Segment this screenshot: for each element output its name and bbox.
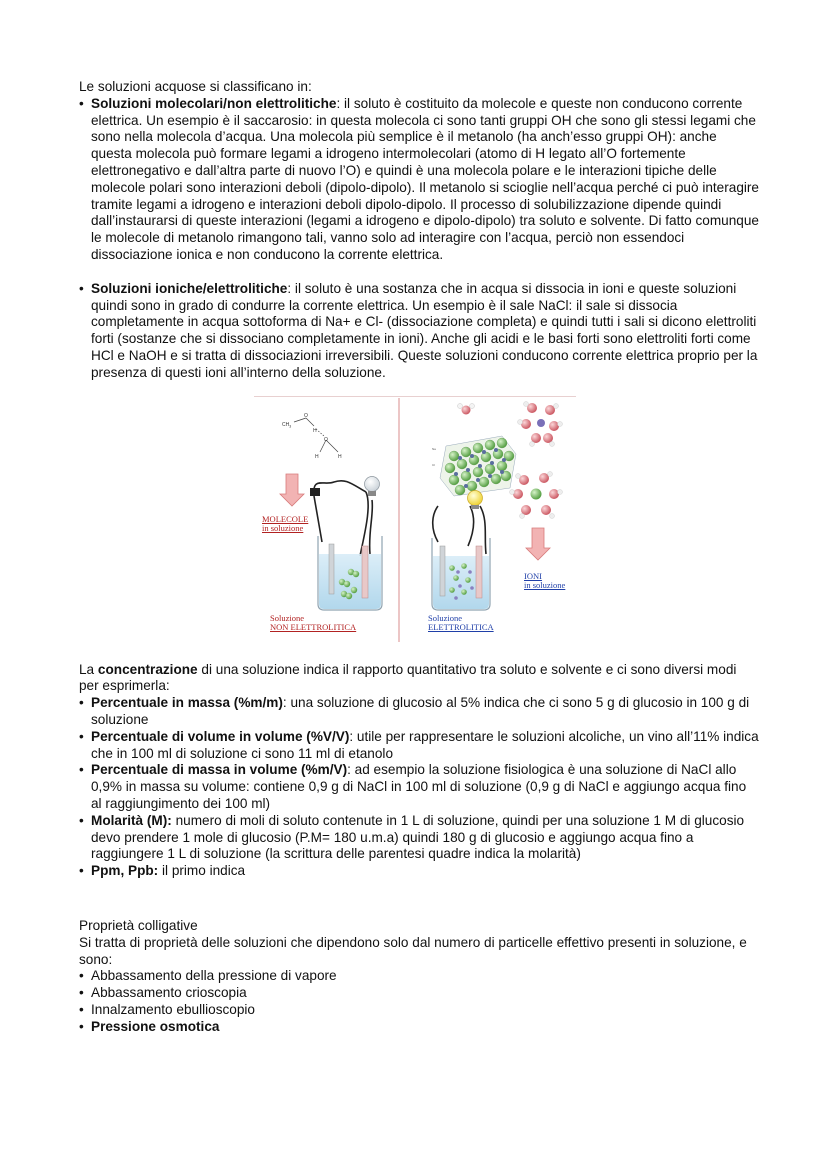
list-item: • Innalzamento ebullioscopio [79,1002,759,1019]
list-item: • Ppm, Ppb: il primo indica [79,863,759,880]
water-molecule [458,403,475,414]
item-text: : il soluto è costituito da molecole e queste non conducono corrente elettrica. Un esempio è il saccarosio: in questa molecola ci sono tanti gruppi OH che sono gli stessi legami che sono nella molecola d’acqua. Una molecola più semplice è il metanolo (ha anch’esso gruppi OH): anche questa molecola può formare legami a idrogeno intermolecolari (atomo di H legato all’O fortemente elettronegativo e dall’altra parte di nuovo l’O) e quindi è una molecola polare e le interazioni tipiche delle molecole polari sono interazioni deboli (dipolo-dipolo). Il metanolo si scioglie nell’acqua perché ci può interagire tramite legami a idrogeno e interazioni deboli dipolo-dipolo. Il processo di solubilizzazione dipende quindi dall’instaurarsi di queste interazioni (legami a idrogeno e dipolo-dipolo) tra soluto e solvente. Di fatto comunque le molecole di metanolo rimangono tali, vanno solo ad interagire con l’acqua, perciò non essendoci dissociazione ionica e non conducono la corrente elettrica. [91,95,759,262]
list-item [79,281,759,382]
svg-text:Na: Na [432,446,436,451]
svg-text:O: O [324,436,328,443]
list-item: • Abbassamento crioscopia [79,985,759,1002]
left-beaker [318,536,382,610]
left-caption: Soluzione NON ELETTROLITICA [270,612,357,633]
solution-classes-list [79,96,759,264]
right-arrow-label: IONI in soluzione [524,570,566,591]
left-circuit [314,480,373,555]
svg-text:H: H [315,453,319,460]
right-down-arrow [526,528,550,560]
intro-text: Le soluzioni acquose si classificano in: [79,79,312,94]
hydrated-ion-top [518,401,563,446]
svg-text:Cl: Cl [432,462,435,467]
methanol-water-sketch [294,418,338,452]
item-text: : il soluto è una sostanza che in acqua si dissocia in ioni e queste soluzioni quindi sono in grado di condurre la corrente elettrica. Un esempio è il sale NaCl: il sale si dissocia completamente in acqua sottoforma di Na+ e Cl- (dissociazione completa) e quindi tutti i sali si dicono elettroliti forti (sostanze che si dissociano completamente in ioni). Anche gli acidi e le basi forti sono elettroliti forti come HCl e NaOH e si tratta di dissociazioni irreversibili. Queste soluzioni conducono corrente elettrica proprio per la presenza di questi ioni all’interno della soluzione. [91,280,758,380]
right-bulb-base [471,505,479,509]
colligative-text: Si tratta di proprietà delle soluzioni che dipendono solo dal numero di particelle effettivo presenti in soluzione, e sono: [79,934,747,967]
hydrated-ion-bottom [510,471,563,518]
list-item: • Percentuale di volume in volume (%V/V): utile per rappresentare le soluzioni alcoliche, un vino all’11% indica che in 100 ml di soluzione ci sono 11 ml di etanolo [79,729,759,763]
svg-text:CH3: $CH_3$ [282,421,292,429]
list-item [79,96,759,264]
solutions-figure [254,396,576,644]
item-title: Soluzioni molecolari/non elettrolitiche [91,95,337,111]
left-bulb [365,476,380,491]
concentration-list [79,695,759,880]
document-page [79,79,759,1035]
left-arrow-label: MOLECOLE in soluzione [262,513,309,534]
svg-text:H: H [338,453,342,460]
methanol-atoms [282,413,342,460]
item-title: Soluzioni ioniche/elettrolitiche [91,280,288,296]
colligative-heading: Proprietà colligative [79,917,198,933]
list-item: • Molarità (M): numero di moli di soluto contenute in 1 L di soluzione, quindi per una soluzione 1 M di glucosio devo prendere 1 mole di glucosio (P.M= 180 u.m.a) quindi 180 g di glucosio e aggiungo acqua fino a raggiungere 1 L di soluzione (la scrittura delle parentesi quadre indica la molarità) [79,813,759,863]
concentration-intro: La concentrazione di una soluzione indica il rapporto quantitativo tra soluto e solvente e ci sono diversi modi per esprimerla: [79,661,737,694]
right-bulb [468,490,483,505]
list-item: • Percentuale in massa (%m/m): una soluzione di glucosio al 5% indica che ci sono 5 g di glucosio in 100 g di soluzione [79,695,759,729]
right-caption: Soluzione ELETTROLITICA [428,612,494,633]
left-bulb-base [368,491,376,496]
left-down-arrow [280,474,304,506]
colligative-list [79,968,759,1035]
svg-text:H: H [313,427,317,434]
list-item: • Abbassamento della pressione di vapore [79,968,759,985]
solution-classes-list-2 [79,281,759,382]
right-beaker [432,538,490,610]
nacl-crystal [432,436,516,496]
left-plug [310,488,320,496]
svg-text:O: O [304,412,308,419]
list-item: • Percentuale di massa in volume (%m/V): ad esempio la soluzione fisiologica è una soluzione di NaCl allo 0,9% in massa su volume: contiene 0,9 g di NaCl in 100 ml di soluzione (0,9 g di NaCl e aggiungo acqua fino al raggiungimento dei 100 ml) [79,762,759,812]
list-item: • Pressione osmotica [79,1019,759,1036]
